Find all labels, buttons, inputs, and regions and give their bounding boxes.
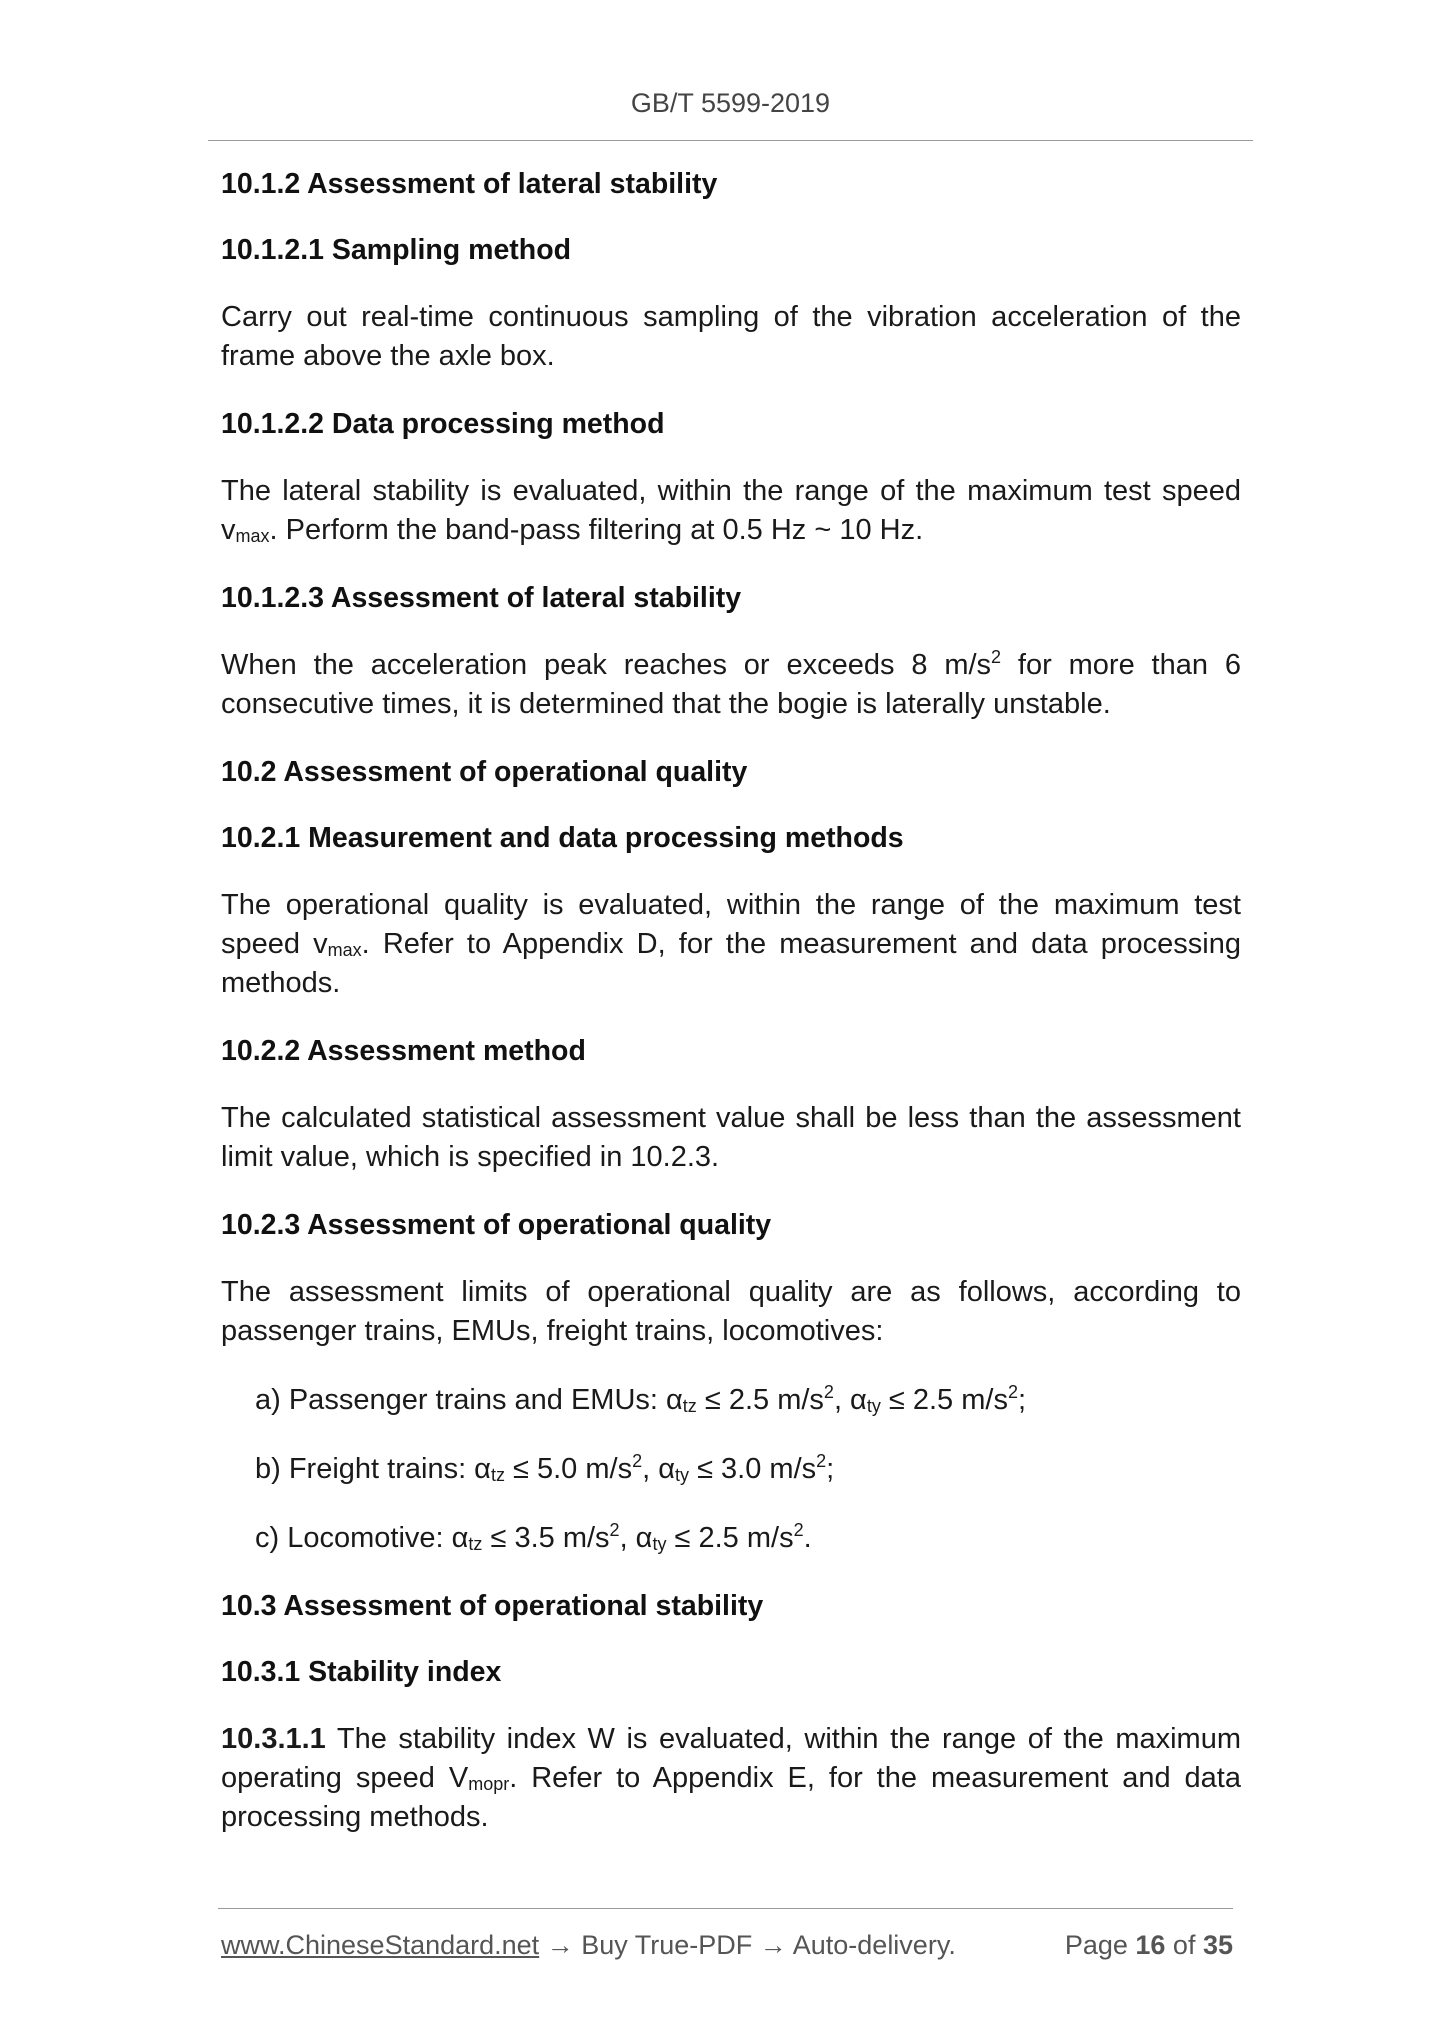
heading-10-3: 10.3 Assessment of operational stability	[221, 1590, 764, 1622]
text-segment: a) Passenger trains and EMUs: α	[255, 1384, 683, 1416]
text-segment: , α	[642, 1453, 675, 1485]
header-divider	[208, 140, 1253, 141]
subscript: max	[235, 526, 270, 546]
text-segment: , α	[833, 1384, 867, 1416]
footer-divider	[218, 1908, 1233, 1909]
heading-10-1-2-1: 10.1.2.1 Sampling method	[221, 234, 572, 266]
subscript: mopr	[468, 1774, 510, 1794]
paragraph-assessment-method: The calculated statistical assessment value shall be less than the assessment limit value, which is specified in 10.2.3.	[221, 1102, 1241, 1173]
current-page: 16	[1135, 1930, 1166, 1960]
heading-10-1-2: 10.1.2 Assessment of lateral stability	[221, 168, 718, 200]
text-segment: .	[803, 1522, 812, 1554]
text-segment: , α	[619, 1522, 653, 1554]
heading-10-1-2-2: 10.1.2.2 Data processing method	[221, 408, 665, 440]
text-segment: ;	[1017, 1384, 1027, 1416]
subscript: ty	[652, 1534, 667, 1554]
superscript: 2	[609, 1520, 620, 1540]
text-segment: . Refer to Appendix D, for the measurement and data processing methods.	[221, 928, 1241, 999]
text-segment: ≤ 2.5 m/s	[696, 1384, 824, 1416]
list-item-freight-trains	[255, 1450, 1241, 1489]
list-item-locomotive	[255, 1519, 1241, 1558]
heading-10-3-1: 10.3.1 Stability index	[221, 1656, 502, 1688]
text-segment: for more than 6 consecutive times, it is determined that the bogie is laterally unstable.	[221, 649, 1241, 720]
text-segment: The lateral stability is evaluated, within the range of the maximum test speed v	[221, 475, 1241, 546]
text-segment: ≤ 3.0 m/s	[689, 1453, 817, 1485]
text-segment: b) Freight trains: α	[255, 1453, 491, 1485]
text-segment: The stability index W is evaluated, within the range of the maximum operating speed V	[221, 1723, 1241, 1794]
subscript: max	[327, 940, 362, 960]
superscript: 2	[823, 1382, 834, 1402]
page-content	[221, 166, 1241, 1867]
superscript: 2	[793, 1520, 804, 1540]
superscript: 2	[991, 647, 1002, 667]
clause-number: 10.3.1.1	[221, 1723, 326, 1755]
text-segment: ≤ 3.5 m/s	[482, 1522, 610, 1554]
paragraph-sampling-method: Carry out real-time continuous sampling of the vibration acceleration of the frame above the axle box.	[221, 301, 1241, 372]
text-segment: . Refer to Appendix E, for the measurement and data processing methods.	[221, 1762, 1241, 1833]
text-segment: When the acceleration peak reaches or exceeds 8 m/s	[221, 649, 992, 681]
list-item-passenger-trains	[255, 1381, 1241, 1420]
paragraph-lateral-stability	[221, 646, 1241, 724]
superscript: 2	[632, 1451, 643, 1471]
subscript: ty	[866, 1396, 881, 1416]
page-header: GB/T 5599-2019	[630, 88, 831, 118]
text-segment: ;	[826, 1453, 835, 1485]
text-segment: . Perform the band-pass filtering at 0.5 Hz ~ 10 Hz.	[269, 514, 924, 546]
heading-10-2-1: 10.2.1 Measurement and data processing methods	[221, 822, 904, 854]
total-pages: 35	[1202, 1930, 1233, 1960]
website-link[interactable]: www.ChineseStandard.net	[221, 1930, 540, 1960]
heading-10-1-2-3: 10.1.2.3 Assessment of lateral stability	[221, 582, 742, 614]
superscript: 2	[1007, 1382, 1018, 1402]
subscript: tz	[490, 1465, 505, 1485]
text-segment: ≤ 2.5 m/s	[880, 1384, 1008, 1416]
page-number	[1065, 1930, 1233, 1961]
text-segment: ≤ 5.0 m/s	[504, 1453, 633, 1485]
paragraph-stability-index	[221, 1720, 1241, 1837]
superscript: 2	[816, 1451, 827, 1471]
text-segment: The operational quality is evaluated, within the range of the maximum test speed v	[221, 889, 1241, 960]
page-label: Page	[1064, 1930, 1136, 1960]
heading-10-2-3: 10.2.3 Assessment of operational quality	[221, 1209, 772, 1241]
paragraph-data-processing	[221, 472, 1241, 550]
text-segment: ≤ 2.5 m/s	[666, 1522, 794, 1554]
paragraph-measurement-methods	[221, 886, 1241, 1003]
heading-10-2-2: 10.2.2 Assessment method	[221, 1035, 586, 1067]
footer-left	[221, 1930, 956, 1961]
subscript: tz	[468, 1534, 483, 1554]
heading-10-2: 10.2 Assessment of operational quality	[221, 756, 748, 788]
subscript: ty	[675, 1465, 690, 1485]
of-label: of	[1165, 1930, 1203, 1960]
subscript: tz	[682, 1396, 697, 1416]
paragraph-assessment-limits: The assessment limits of operational quality are as follows, according to passenger trains, EMUs, freight trains, locomotives:	[221, 1276, 1241, 1347]
text-segment: c) Locomotive: α	[255, 1522, 469, 1554]
footer-promo-text: → Buy True-PDF → Auto-delivery.	[539, 1930, 956, 1960]
